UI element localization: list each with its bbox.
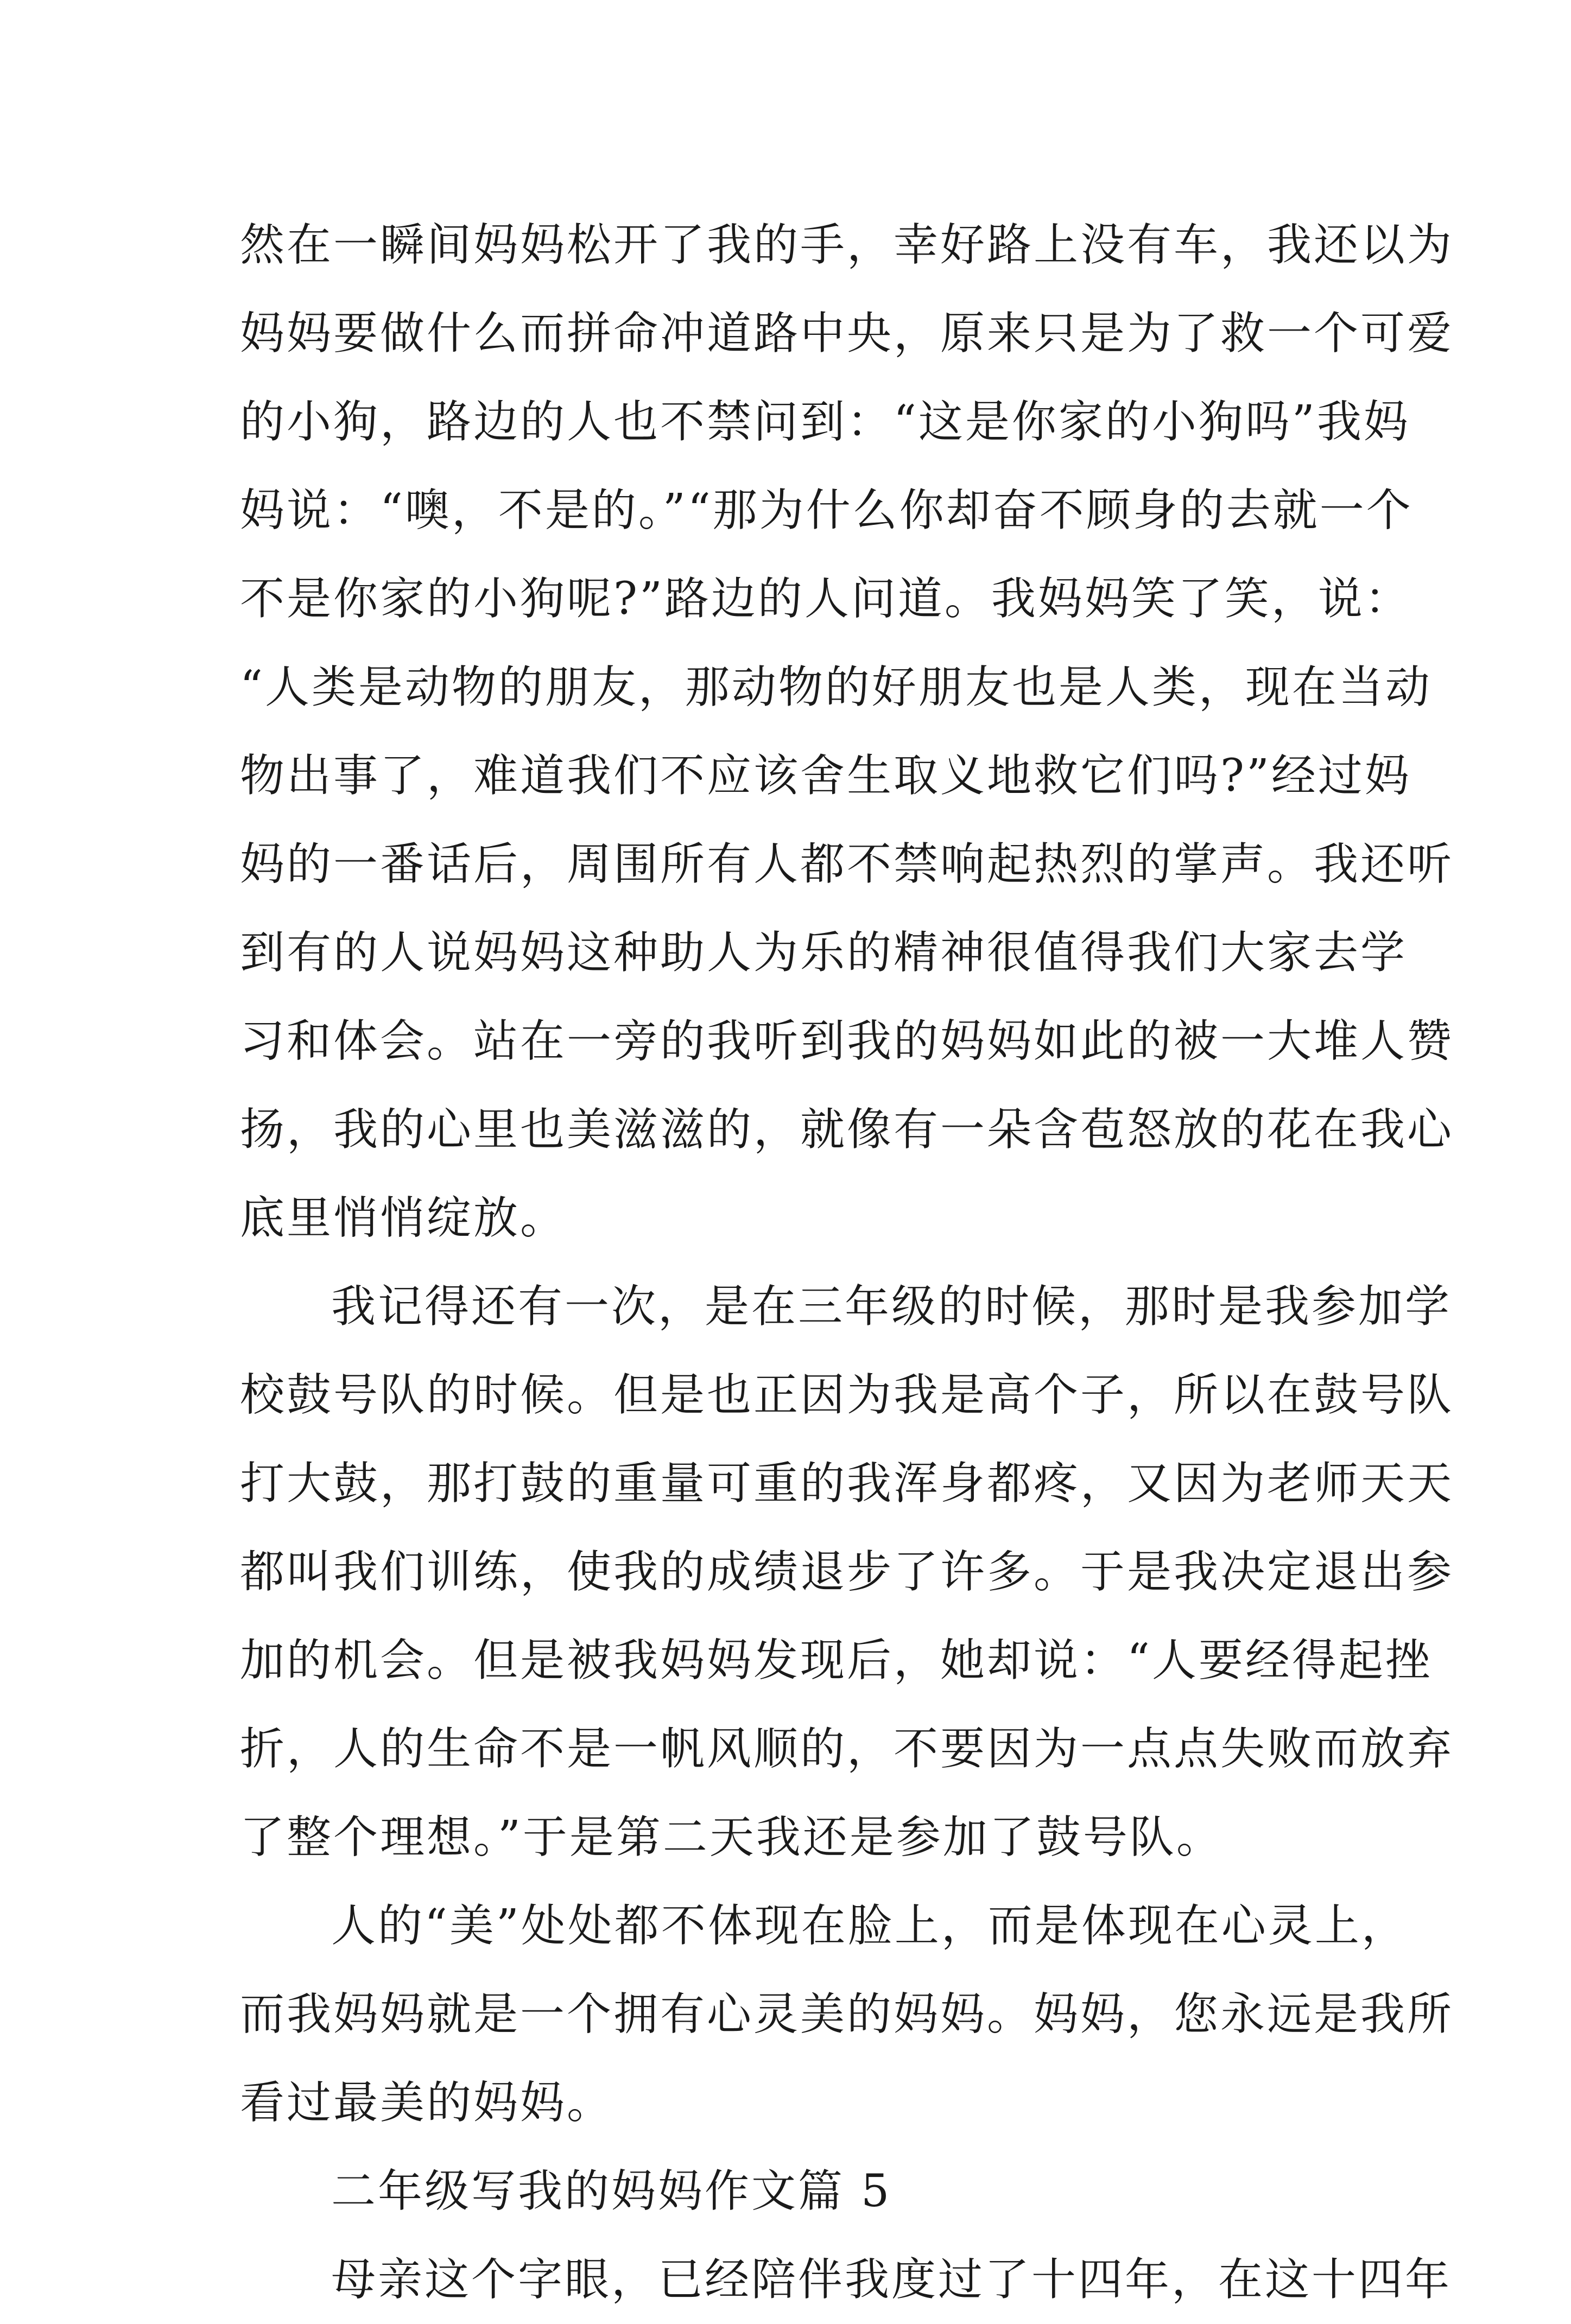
essay-body bbox=[240, 201, 1454, 2324]
text-line: 妈妈要做什么而拼命冲道路中央，原来只是为了救一个可爱 bbox=[240, 308, 1454, 359]
text-line: “人类是动物的朋友，那动物的好朋友也是人类，现在当动 bbox=[240, 662, 1432, 713]
text-line: 都叫我们训练，使我的成绩退步了许多。于是我决定退出参 bbox=[240, 1546, 1454, 1598]
text-line: 到有的人说妈妈这种助人为乐的精神很值得我们大家去学 bbox=[240, 927, 1408, 979]
text-line: 而我妈妈就是一个拥有心灵美的妈妈。妈妈，您永远是我所 bbox=[240, 1989, 1454, 2040]
text-line: 妈的一番话后，周围所有人都不禁响起热烈的掌声。我还听 bbox=[240, 839, 1454, 890]
text-line: 习和体会。站在一旁的我听到我的妈妈如此的被一大堆人赞 bbox=[240, 1015, 1454, 1067]
paragraph-first-line: 母亲这个字眼，已经陪伴我度过了十四年，在这十四年 bbox=[331, 2254, 1452, 2306]
text-line: 加的机会。但是被我妈妈发现后，她却说：“人要经得起挫 bbox=[240, 1635, 1432, 1686]
text-line: 物出事了，难道我们不应该舍生取义地救它们吗?”经过妈 bbox=[240, 750, 1411, 802]
text-line: 打大鼓，那打鼓的重量可重的我浑身都疼，又因为老师天天 bbox=[240, 1458, 1454, 1509]
paragraph-first-line: 我记得还有一次，是在三年级的时候，那时是我参加学 bbox=[331, 1281, 1452, 1332]
text-line: 底里悄悄绽放。 bbox=[240, 1192, 567, 1244]
text-line: 校鼓号队的时候。但是也正因为我是高个子，所以在鼓号队 bbox=[240, 1369, 1454, 1421]
text-line: 的小狗，路边的人也不禁问到：“这是你家的小狗吗”我妈 bbox=[240, 396, 1410, 448]
section-heading: 二年级写我的妈妈作文篇 5 bbox=[331, 2166, 892, 2217]
paragraph-first-line: 人的“美”处处都不体现在脸上，而是体现在心灵上， bbox=[331, 1900, 1408, 1952]
text-line: 然在一瞬间妈妈松开了我的手，幸好路上没有车，我还以为 bbox=[240, 219, 1454, 271]
text-line: 妈说：“噢，不是的。”“那为什么你却奋不顾身的去就一个 bbox=[240, 485, 1413, 536]
text-line: 扬，我的心里也美滋滋的，就像有一朵含苞怒放的花在我心 bbox=[240, 1104, 1454, 1155]
text-line: 了整个理想。”于是第二天我还是参加了鼓号队。 bbox=[240, 1812, 1223, 1863]
text-line: 折，人的生命不是一帆风顺的，不要因为一点点失败而放弃 bbox=[240, 1723, 1454, 1775]
text-line: 看过最美的妈妈。 bbox=[240, 2077, 614, 2129]
text-line: 不是你家的小狗呢?”路边的人问道。我妈妈笑了笑，说： bbox=[240, 573, 1411, 625]
